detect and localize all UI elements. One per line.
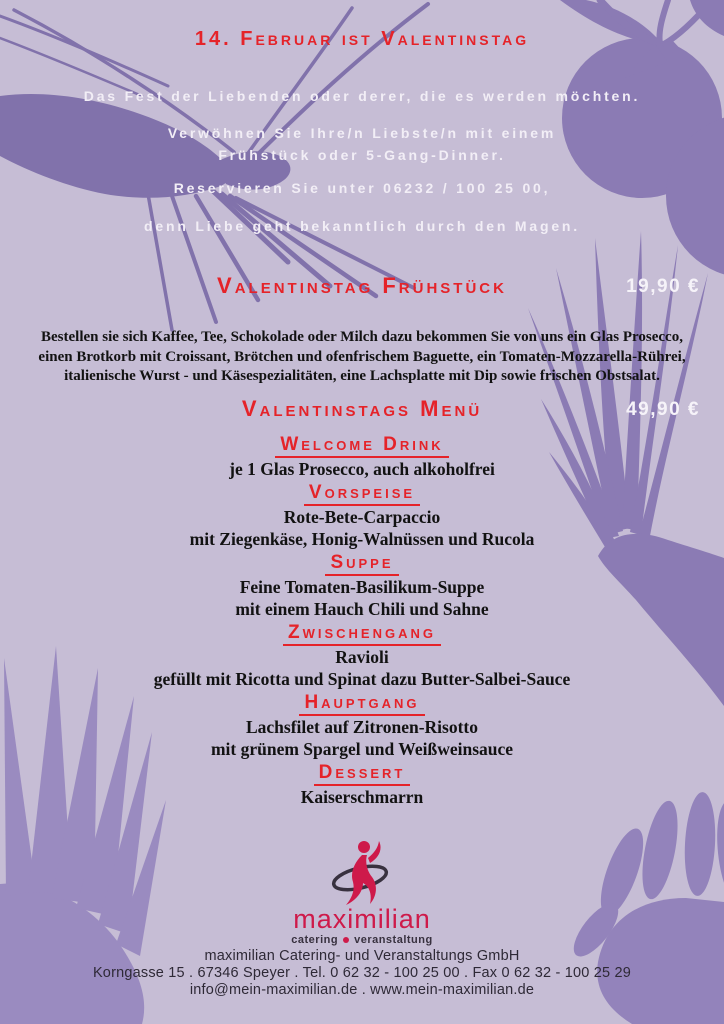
menu-heading-row	[0, 395, 724, 423]
company-logo	[0, 840, 724, 946]
footer-company-line: maximilian Catering- und Veranstaltungs GmbH	[204, 948, 520, 964]
description-line: italienische Wurst - und Käsespezialitäten, eine Lachsplatte mit Dip sowie frischen Obstsalat.	[64, 368, 660, 384]
course-label-zwischengang: Zwischengang	[0, 620, 724, 646]
intro-line: Das Fest der Liebenden oder derer, die es werden möchten.	[83, 88, 641, 104]
course-item: gefüllt mit Ricotta und Spinat dazu Butter-Salbei-Sauce	[153, 669, 571, 689]
course-label-suppe: Suppe	[0, 550, 724, 576]
intro-text	[0, 88, 724, 234]
course-item: Ravioli	[335, 647, 389, 667]
course-label-dessert: Dessert	[0, 760, 724, 786]
description-line: einen Brotkorb mit Croissant, Brötchen und ofenfrischem Baguette, ein Tomaten-Mozzarella-Rührei,	[38, 348, 686, 365]
description-line: Bestellen sie sich Kaffee, Tee, Schokolade oder Milch dazu bekommen Sie von uns ein Glas Prosecco,	[41, 329, 683, 345]
breakfast-heading-row	[0, 272, 724, 300]
logo-figure-icon	[346, 841, 381, 905]
menu-price: 49,90 €	[626, 399, 700, 420]
course-item: Rote-Bete-Carpaccio	[283, 507, 441, 527]
breakfast-heading: Valentinstag Frühstück	[217, 273, 507, 298]
course-label-vorspeise: Vorspeise	[0, 480, 724, 506]
course-item: mit einem Hauch Chili und Sahne	[235, 599, 489, 619]
course-item: mit Ziegenkäse, Honig-Walnüssen und Rucola	[189, 529, 535, 549]
breakfast-price: 19,90 €	[626, 276, 700, 297]
course-item: Feine Tomaten-Basilikum-Suppe	[239, 577, 485, 597]
tagline-dot-icon	[343, 937, 349, 943]
logo-mark	[322, 840, 402, 906]
footer-contact-line: info@mein-maximilian.de . www.mein-maximilian.de	[189, 982, 535, 998]
tagline-veranstaltung: veranstaltung	[354, 934, 433, 946]
course-item: mit grünem Spargel und Weißweinsauce	[210, 739, 514, 759]
logo-tagline	[0, 934, 724, 946]
page-title: 14. Februar ist Valentinstag	[194, 28, 530, 50]
menu-heading: Valentinstags Menü	[241, 396, 483, 421]
course-label-hauptgang: Hauptgang	[0, 690, 724, 716]
intro-line-phone: Reservieren Sie unter 06232 / 100 25 00,	[173, 180, 551, 196]
course-label-welcome-drink: Welcome Drink	[0, 432, 724, 458]
footer-address-line: Korngasse 15 . 67346 Speyer . Tel. 0 62 32 - 100 25 00 . Fax 0 62 32 - 100 25 29	[92, 965, 632, 981]
tagline-catering: catering	[291, 934, 339, 946]
intro-line: denn Liebe geht bekanntlich durch den Magen.	[144, 218, 580, 234]
breakfast-description	[0, 328, 724, 387]
intro-line: Frühstück oder 5-Gang-Dinner.	[218, 147, 506, 163]
course-item: je 1 Glas Prosecco, auch alkoholfrei	[229, 459, 495, 479]
logo-wordmark: maximilian	[293, 904, 431, 934]
course-item: Lachsfilet auf Zitronen-Risotto	[245, 717, 479, 737]
course-item: Kaiserschmarrn	[300, 787, 424, 807]
menu-courses	[0, 432, 724, 808]
footer	[0, 948, 724, 999]
intro-line: Verwöhnen Sie Ihre/n Liebste/n mit einem	[167, 125, 557, 141]
